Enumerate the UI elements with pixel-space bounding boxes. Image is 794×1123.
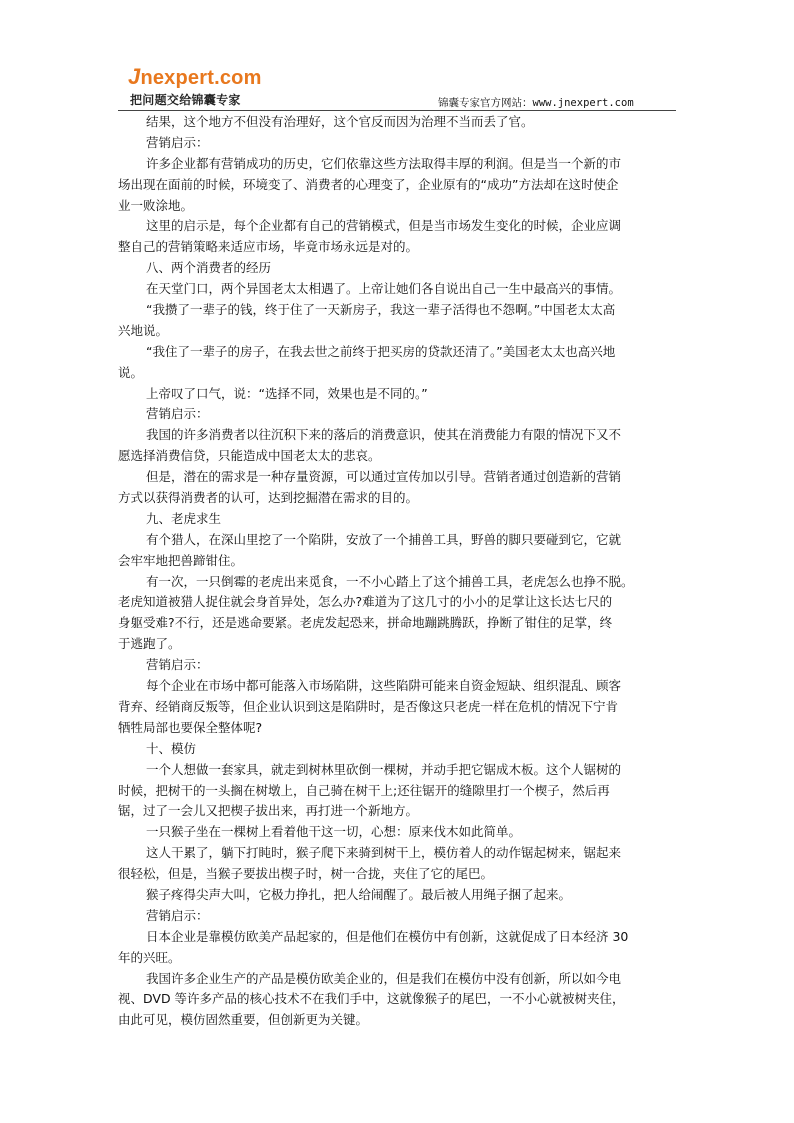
text-line: 每个企业在市场中都可能落入市场陷阱，这些陷阱可能来自资金短缺、组织混乱、顾客 (146, 678, 622, 694)
text-line: 由此可见，模仿固然重要，但创新更为关键。 (118, 1012, 369, 1028)
text-line: 锯，过了一会儿又把楔子拔出来，再打进一个新地方。 (118, 803, 419, 819)
text-line: 会牢牢地把兽蹄钳住。 (118, 552, 244, 568)
text-line: 九、老虎求生 (146, 510, 222, 526)
text-line: 有一次，一只倒霉的老虎出来觅食，一不小心踏上了这个捕兽工具，老虎怎么也挣不脱。 (146, 573, 634, 589)
text-line: 结果，这个地方不但没有治理好，这个官反而因为治理不当而丢了官。 (146, 114, 534, 129)
text-line: 但是，潜在的需求是一种存量资源，可以通过宣传加以引导。营销者通过创造新的营销 (146, 469, 622, 485)
text-line: 许多企业都有营销成功的历史，它们依靠这些方法取得丰厚的利润。但是当一个新的市 (146, 155, 622, 171)
article-body (118, 112, 678, 1031)
text-line: 牺牲局部也要保全整体呢? (118, 719, 263, 735)
logo-j: J (128, 64, 141, 89)
text-line: 年的兴旺。 (118, 949, 181, 965)
text-line: 老虎知道被猎人捉住就会身首异处，怎么办?难道为了这几寸的小小的足掌让这长达七尺的 (118, 594, 613, 610)
text-line: 兴地说。 (118, 322, 169, 338)
text-line: 猴子疼得尖声大叫，它极力挣扎，把人给闹醒了。最后被人用绳子捆了起来。 (146, 886, 572, 902)
header-divider (118, 110, 676, 111)
text-line: 这里的启示是，每个企业都有自己的营销模式，但是当市场发生变化的时候，企业应调 (146, 218, 622, 234)
text-line: 愿选择消费信贷，只能造成中国老太太的悲哀。 (118, 448, 381, 464)
text-line: 业一败涂地。 (118, 197, 194, 213)
text-line: 营销启示： (146, 657, 209, 673)
text-line: 场出现在面前的时候，环境变了、消费者的心理变了，企业原有的“成功”方法却在这时使企 (118, 176, 619, 192)
text-line: 上帝叹了口气，说：“选择不同，效果也是不同的。” (146, 385, 428, 401)
text-line: 方式以获得消费者的认可，达到挖掘潜在需求的目的。 (118, 490, 419, 506)
text-line: 一个人想做一套家具，就走到树林里砍倒一棵树，并动手把它锯成木板。这个人锯树的 (146, 761, 622, 777)
jnexpert-logo (128, 64, 278, 108)
text-line: 营销启示： (146, 907, 209, 923)
logo-wordmark (128, 64, 262, 90)
text-line: 十、模仿 (146, 740, 197, 756)
text-line: 时候，把树干的一头搁在树墩上，自己骑在树干上;还往锯开的缝隙里打一个楔子，然后再 (118, 782, 610, 798)
text-line: 视、DVD 等许多产品的核心技术不在我们手中，这就像猴子的尾巴，一不小心就被树夹住， (118, 991, 625, 1007)
text-line: “我住了一辈子的房子，在我去世之前终于把买房的贷款还清了。”美国老太太也高兴地 (146, 343, 616, 359)
text-line: 营销启示： (146, 406, 209, 422)
text-line: 整自己的营销策略来适应市场，毕竟市场永远是对的。 (118, 239, 419, 255)
text-line: “我攒了一辈子的钱，终于住了一天新房子，我这一辈子活得也不怨啊。”中国老太太高 (146, 302, 616, 318)
text-line: 身躯受难?不行，还是逃命要紧。老虎发起恐来，拼命地蹦跳腾跃，挣断了钳住的足掌，终 (118, 615, 613, 631)
text-line: 我国许多企业生产的产品是模仿欧美企业的，但是我们在模仿中没有创新，所以如今电 (146, 970, 622, 986)
text-line: 这人干累了，躺下打盹时，猴子爬下来骑到树干上，模仿着人的动作锯起树来，锯起来 (146, 845, 622, 861)
text-line: 背弃、经销商反叛等，但企业认识到这是陷阱时，是否像这只老虎一样在危机的情况下宁肯 (118, 698, 619, 714)
text-line: 八、两个消费者的经历 (146, 260, 272, 276)
text-line: 日本企业是靠模仿欧美产品起家的，但是他们在模仿中有创新，这就促成了日本经济 30 (146, 928, 629, 944)
official-site-label: 锦囊专家官方网站：www.jnexpert.com (438, 97, 634, 109)
text-line: 营销启示： (146, 134, 209, 150)
text-line: 说。 (118, 364, 144, 380)
text-line: 有个猎人，在深山里挖了一个陷阱，安放了一个捕兽工具，野兽的脚只要碰到它，它就 (146, 531, 622, 547)
logo-slogan: 把问题交给锦囊专家 (130, 93, 241, 107)
text-line: 一只猴子坐在一棵树上看着他干这一切，心想：原来伐木如此简单。 (146, 824, 522, 840)
text-line: 我国的许多消费者以往沉积下来的落后的消费意识，使其在消费能力有限的情况下又不 (146, 427, 622, 443)
text-line: 于逃跑了。 (118, 636, 181, 652)
text-line: 在天堂门口，两个异国老太太相遇了。上帝让她们各自说出自己一生中最高兴的事情。 (146, 281, 622, 297)
logo-domain: nexpert.com (140, 67, 262, 89)
page-header (0, 0, 794, 112)
text-line: 很轻松，但是，当猴子要拔出楔子时，树一合拢，夹住了它的尾巴。 (118, 866, 494, 882)
